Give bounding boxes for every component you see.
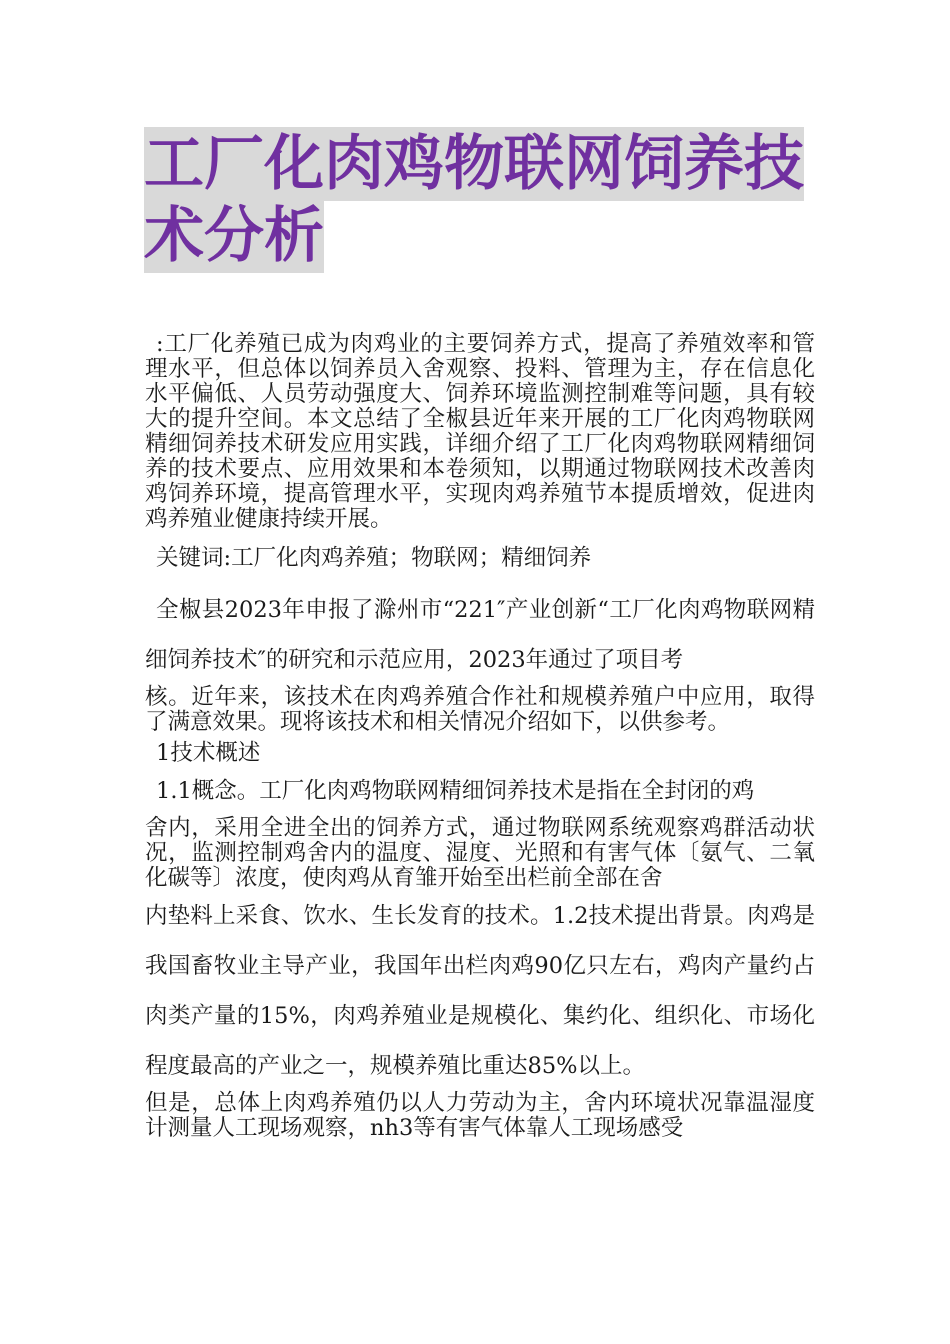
section-1-1-paragraph: 舍内，采用全进全出的饲养方式，通过物联网系统观察鸡群活动状况，监测控制鸡舍内的温度、湿度、光照和有害气体〔氨气、二氧化碳等〕浓度，使肉鸡从育雏开始至出栏前全部在舍 [145, 815, 815, 891]
keywords-line: 关键词:工厂化肉鸡养殖；物联网；精细饲养 [156, 545, 592, 571]
title-text: 工厂化肉鸡物联网饲养技术分析 [144, 129, 804, 271]
section-1-1-line: 1.1概念。工厂化肉鸡物联网精细饲养技术是指在全封闭的鸡 [156, 778, 755, 804]
page-title [144, 128, 824, 272]
document-body [145, 332, 815, 1141]
intro-paragraph-2: 核。近年来，该技术在肉鸡养殖合作社和规模养殖户中应用，取得了满意效果。现将该技术和相关情况介绍如下，以供参考。 [145, 684, 815, 735]
abstract-paragraph: :工厂化养殖已成为肉鸡业的主要饲养方式，提高了养殖效率和管理水平，但总体以饲养员入舍观察、投料、管理为主，存在信息化水平偏低、人员劳动强度大、饲养环境监测控制难等问题，具有较大的提升空间。本文总结了全椒县近年来开展的工厂化肉鸡物联网精细饲养技术研发应用实践，详细介绍了工厂化肉鸡物联网精细饲养的技术要点、应用效果和本卷须知，以期通过物联网技术改善肉鸡饲养环境，提高管理水平，实现肉鸡养殖节本提质增效，促进肉鸡养殖业健康持续开展。 [145, 331, 815, 532]
section-1-2-paragraph: 内垫料上采食、饮水、生长发育的技术。1.2技术提出背景。肉鸡是我国畜牧业主导产业，我国年出栏肉鸡90亿只左右，鸡肉产量约占肉类产量的15%，肉鸡养殖业是规模化、集约化、组织化、市场化程度最高的产业之一，规模养殖比重达85%以上。 [145, 903, 815, 1079]
section-1-2-continuation: 但是，总体上肉鸡养殖仍以人力劳动为主，舍内环境状况靠温湿度计测量人工现场观察，nh3等有害气体靠人工现场感受 [145, 1090, 815, 1141]
section-heading-1: 1技术概述 [156, 740, 261, 766]
intro-paragraph-1: 全椒县2023年申报了滁州市“221″产业创新“工厂化肉鸡物联网精细饲养技术″的研究和示范应用，2023年通过了项目考 [145, 597, 815, 673]
